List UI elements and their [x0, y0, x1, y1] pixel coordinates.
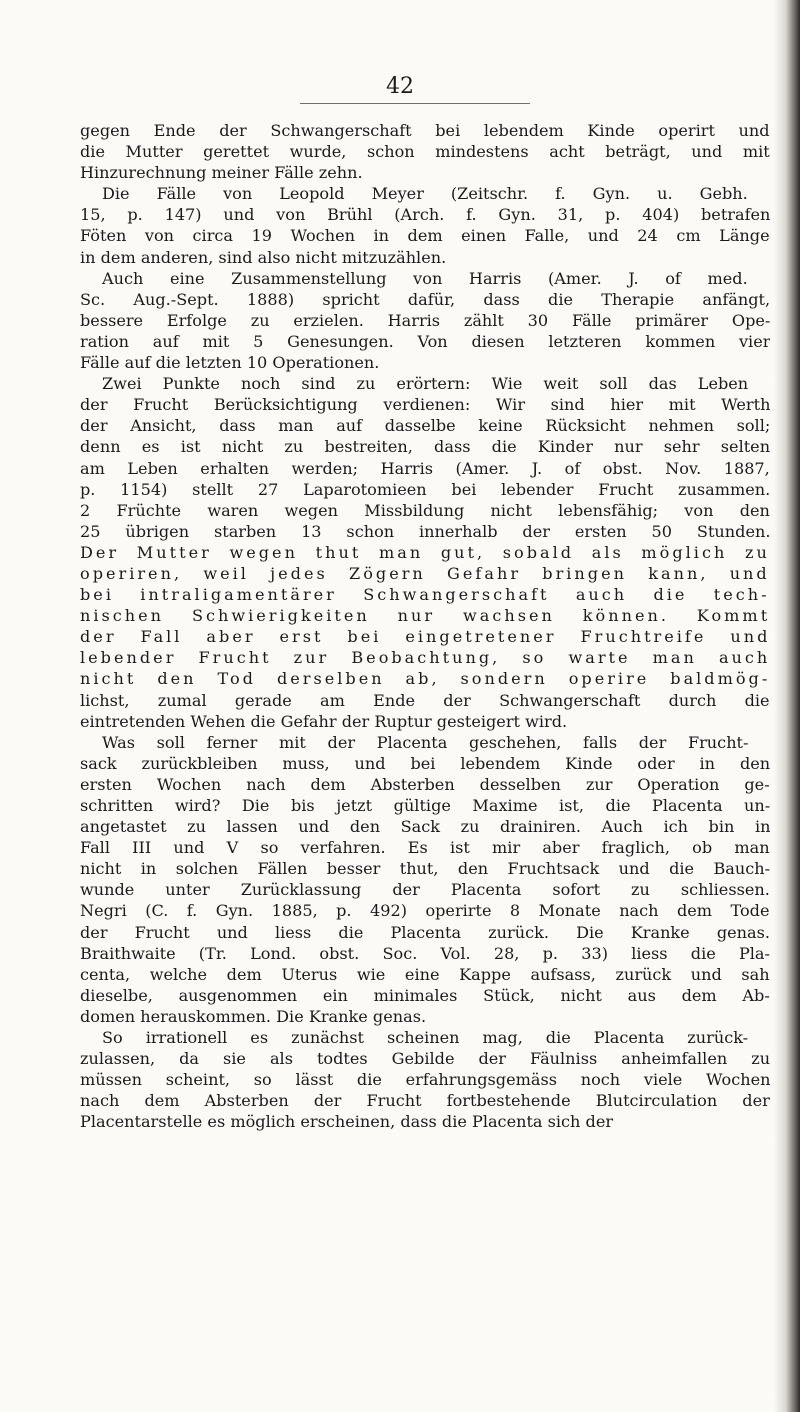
text-line: der Frucht und liess die Placenta zurück. Die Kranke genas. [80, 922, 770, 942]
text-line: gegen Ende der Schwangerschaft bei lebendem Kinde operirt und [80, 121, 770, 140]
text-line: Die Fälle von Leopold Meyer (Zeitschr. f. Gyn. u. Gebh. [102, 184, 748, 204]
text-line: der Ansicht, dass man auf dasselbe keine Rücksicht nehmen soll; [80, 416, 770, 436]
text-line: denn es ist nicht zu bestreiten, dass die Kinder nur sehr selten [80, 437, 770, 457]
text-line: angetastet zu lassen und den Sack zu drainiren. Auch ich bin in [80, 817, 770, 837]
text-line: bessere Erfolge zu erzielen. Harris zählt 30 Fälle primärer Ope- [80, 310, 770, 330]
text-line: Braithwaite (Tr. Lond. obst. Soc. Vol. 28, p. 33) liess die Pla- [80, 943, 770, 963]
text-line: die Mutter gerettet wurde, schon mindestens acht beträgt, und mit [80, 142, 770, 162]
text-line: der Fall aber erst bei eingetretener Fruchtreife und [80, 627, 770, 647]
text-line: müssen scheint, so lässt die erfahrungsgemäss noch viele Wochen [80, 1070, 770, 1090]
text-line: Fälle auf die letzten 10 Operationen. [80, 353, 380, 373]
text-line: Auch eine Zusammenstellung von Harris (Amer. J. of med. [102, 268, 748, 288]
text-line: So irrationell es zunächst scheinen mag, die Placenta zurück- [102, 1028, 749, 1048]
text-line: nicht den Tod derselben ab, sondern operire baldmög- [80, 669, 770, 689]
text-line: lichst, zumal gerade am Ende der Schwangerschaft durch die [80, 690, 770, 710]
text-line: nischen Schwierigkeiten nur wachsen können. Kommt [80, 606, 770, 626]
text-line: Sc. Aug.-Sept. 1888) spricht dafür, dass die Therapie anfängt, [80, 289, 770, 309]
text-line: domen herauskommen. Die Kranke genas. [80, 1006, 427, 1026]
text-line: centa, welche dem Uterus wie eine Kappe aufsass, zurück und sah [80, 964, 770, 984]
page-number: 42 [386, 74, 414, 99]
text-line: ration auf mit 5 Genesungen. Von diesen letzteren kommen vier [80, 331, 770, 351]
text-line: nach dem Absterben der Frucht fortbestehende Blutcirculation der [80, 1091, 770, 1111]
header-rule [300, 103, 530, 104]
text-line: Zwei Punkte noch sind zu erörtern: Wie weit soll das Leben [102, 374, 749, 394]
text-line: lebender Frucht zur Beobachtung, so warte man auch [80, 648, 770, 668]
text-line: Hinzurechnung meiner Fälle zehn. [80, 163, 363, 183]
text-line: p. 1154) stellt 27 Laparotomieen bei lebender Frucht zusammen. [80, 479, 770, 499]
text-line: 25 übrigen starben 13 schon innerhalb der ersten 50 Stunden. [80, 521, 770, 541]
text-line: Föten von circa 19 Wochen in dem einen Falle, und 24 cm Länge [80, 226, 770, 246]
text-line: ersten Wochen nach dem Absterben desselben zur Operation ge- [80, 774, 770, 794]
page-edge-shadow [774, 0, 800, 1412]
text-line: operiren, weil jedes Zögern Gefahr bringen kann, und [80, 563, 770, 583]
text-line: schritten wird? Die bis jetzt gültige Maxime ist, die Placenta un- [80, 796, 770, 815]
text-line: 15, p. 147) und von Brühl (Arch. f. Gyn. 31, p. 404) betrafen [80, 205, 770, 225]
text-line: Negri (C. f. Gyn. 1885, p. 492) operirte 8 Monate nach dem Tode [80, 901, 770, 921]
text-line: Was soll ferner mit der Placenta geschehen, falls der Frucht- [102, 732, 749, 752]
text-line: Placentarstelle es möglich erscheinen, dass die Placenta sich der [80, 1112, 614, 1132]
text-line: nicht in solchen Fällen besser thut, den Fruchtsack und die Bauch- [80, 859, 770, 879]
text-line: Fall III und V so verfahren. Es ist mir aber fraglich, ob man [80, 838, 770, 858]
text-line: eintretenden Wehen die Gefahr der Ruptur gesteigert wird. [80, 711, 568, 731]
text-line: in dem anderen, sind also nicht mitzuzählen. [80, 247, 447, 267]
text-line: wunde unter Zurücklassung der Placenta sofort zu schliessen. [80, 880, 770, 900]
body-text [80, 120, 770, 1133]
text-line: am Leben erhalten werden; Harris (Amer. J. of obst. Nov. 1887, [80, 458, 770, 478]
text-line: Der Mutter wegen thut man gut, sobald als möglich zu [80, 542, 770, 562]
text-line: dieselbe, ausgenommen ein minimales Stück, nicht aus dem Ab- [80, 985, 770, 1005]
text-line: der Frucht Berücksichtigung verdienen: Wir sind hier mit Werth [80, 395, 770, 415]
text-line: zulassen, da sie als todtes Gebilde der Fäulniss anheimfallen zu [80, 1049, 770, 1069]
text-line: sack zurückbleiben muss, und bei lebendem Kinde oder in den [80, 753, 770, 773]
text-line: 2 Früchte waren wegen Missbildung nicht lebensfähig; von den [80, 500, 770, 520]
text-line: bei intraligamentärer Schwangerschaft auch die tech- [80, 585, 770, 605]
